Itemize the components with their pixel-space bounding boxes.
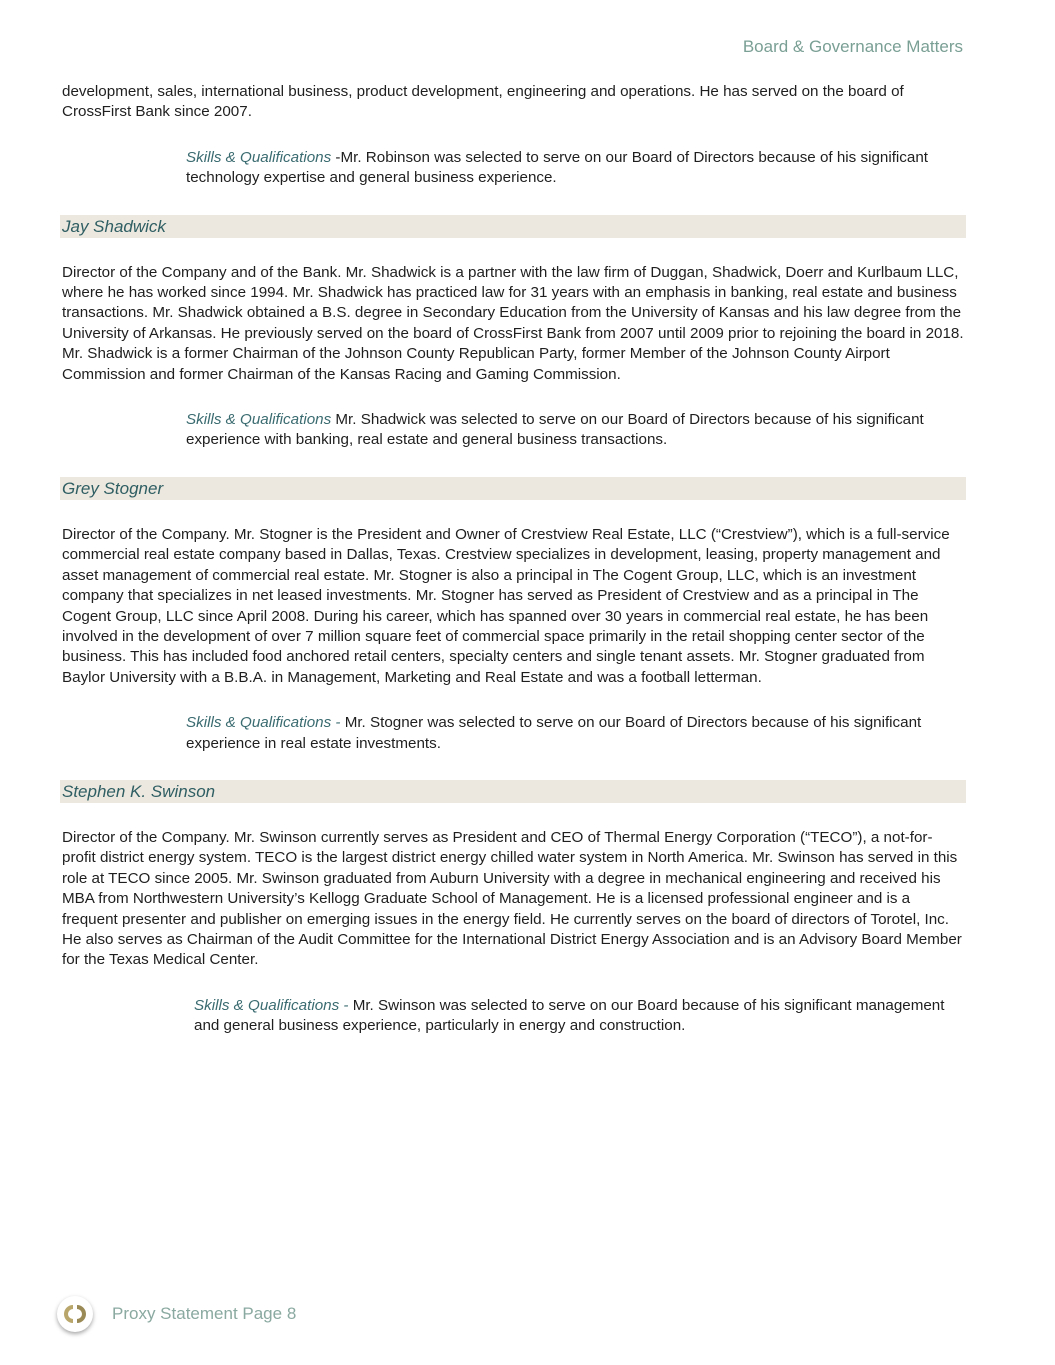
page-footer bbox=[57, 1296, 296, 1332]
logo-mark bbox=[63, 1302, 87, 1326]
director-skills-swinson bbox=[194, 996, 966, 1037]
page-content bbox=[62, 82, 966, 1037]
director-skills-shadwick bbox=[186, 410, 966, 451]
skills-label: Skills & Qualifications bbox=[186, 148, 332, 166]
director-skills-stogner bbox=[186, 713, 966, 754]
skills-text: Mr. Stogner was selected to serve on our Board of Directors because of his significant experience in real estate investments. bbox=[186, 714, 922, 752]
skills-label: Skills & Qualifications - bbox=[194, 996, 349, 1014]
director-bio-shadwick: Director of the Company and of the Bank. Mr. Shadwick is a partner with the law firm of Duggan, Shadwick, Doerr and Kurlbaum LLC, where he has worked since 1994. Mr. Shadwick has practiced law for 31 years with an emphasis in banking, real estate and business transactions. Mr. Shadwick obtained a B.S. degree in Secondary Education from the University of Kansas and his law degree from the University of Arkansas. He previously served on the board of CrossFirst Bank from 2007 until 2009 prior to rejoining the board in 2018. Mr. Shadwick is a former Chairman of the Johnson County Republican Party, former Member of the Johnson County Airport Commission and former Chairman of the Kansas Racing and Gaming Commission. bbox=[62, 263, 964, 383]
crossfirst-logo-icon bbox=[57, 1296, 93, 1332]
director-name-bar-swinson: Stephen K. Swinson bbox=[60, 780, 966, 803]
director-bio-stogner: Director of the Company. Mr. Stogner is the President and Owner of Crestview Real Estate, LLC (“Crestview”), which is a full-service commercial real estate company based in Dallas, Texas. Crestview specializes in development, leasing, property management and asset management of commercial real estate. Mr. Stogner is also a principal in The Cogent Group, LLC, which is an investment company that specializes in net leased investments. Mr. Stogner has served as President of Crestview and as a principal in The Cogent Group, LLC since April 2008. During his career, which has spanned over 30 years in commercial real estate, he has been involved in the development of over 7 million square feet of commercial space primarily in the retail shopping center sector of the business. This has included food anchored retail centers, specialty centers and single tenant assets. Mr. Stogner graduated from Baylor University with a B.B.A. in Management, Marketing and Real Estate and was a football letterman. bbox=[62, 525, 950, 686]
director-name-bar-shadwick: Jay Shadwick bbox=[60, 215, 966, 238]
director-bio-swinson: Director of the Company. Mr. Swinson currently serves as President and CEO of Thermal Energy Corporation (“TECO”), a not-for-profit district energy system. TECO is the largest district energy chilled water system in North America. Mr. Swinson has served in this role at TECO since 2005. Mr. Swinson graduated from Auburn University with a degree in mechanical engineering and received his MBA from Northwestern University’s Kellogg Graduate School of Management. He is a licensed professional engineer and is a frequent presenter and publisher on emerging issues in the energy field. He currently serves on the board of directors of Torotel, Inc. He also serves as Chairman of the Audit Committee for the International District Energy Association and is an Advisory Board Member for the Texas Medical Center. bbox=[62, 828, 962, 969]
intro-skills-paragraph bbox=[186, 148, 966, 189]
skills-label: Skills & Qualifications - bbox=[186, 714, 341, 732]
skills-label: Skills & Qualifications bbox=[186, 411, 332, 429]
skills-text: Mr. Swinson was selected to serve on our Board because of his significant management and general business experience, particularly in energy and construction. bbox=[194, 996, 945, 1035]
skills-text: -Mr. Robinson was selected to serve on our Board of Directors because of his significant technology expertise and general business experience. bbox=[186, 148, 929, 187]
page-header-title: Board & Governance Matters bbox=[742, 37, 963, 56]
footer-page-label: Proxy Statement Page 8 bbox=[112, 1304, 297, 1323]
director-name-bar-stogner: Grey Stogner bbox=[60, 477, 966, 500]
intro-paragraph: development, sales, international business, product development, engineering and operations. He has served on the board of CrossFirst Bank since 2007. bbox=[62, 83, 904, 121]
skills-text: Mr. Shadwick was selected to serve on our Board of Directors because of his significant experience with banking, real estate and general business transactions. bbox=[186, 411, 924, 449]
